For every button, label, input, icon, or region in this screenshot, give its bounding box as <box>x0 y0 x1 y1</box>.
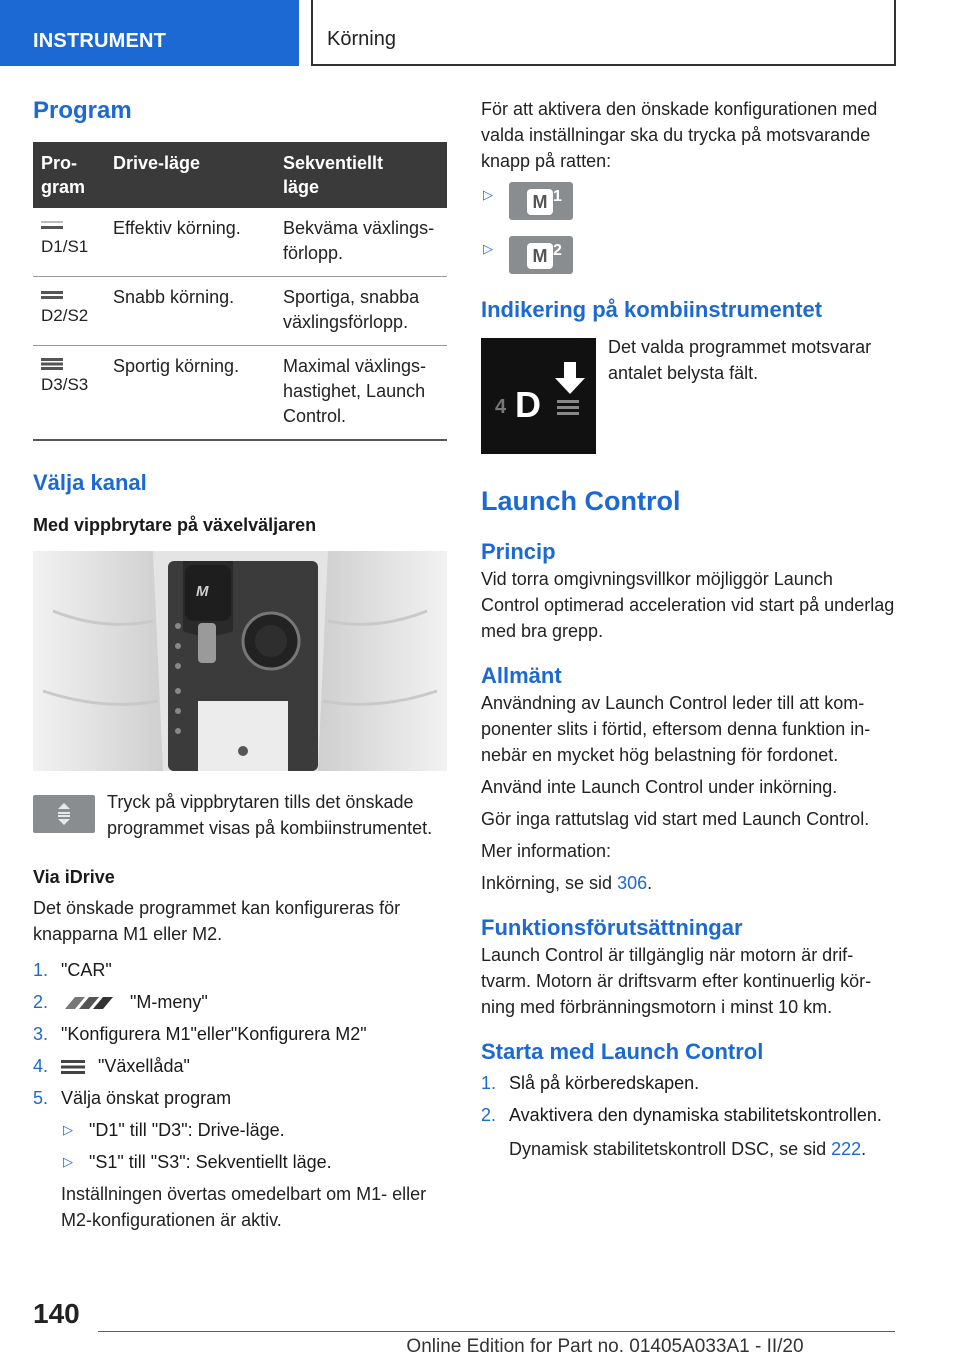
step-number: 5. <box>33 1088 49 1108</box>
dsc-reference <box>509 1136 895 1162</box>
step-number: 1. <box>33 960 49 980</box>
table-header-sequential: Sekventiellt läge <box>275 142 447 208</box>
m-stripes-icon <box>61 996 117 1010</box>
program-code: D3/S3 <box>41 375 89 394</box>
page-link-306[interactable]: 306 <box>617 873 648 893</box>
list-item <box>33 1053 447 1079</box>
program-cell <box>33 346 105 441</box>
triangle-bullet-icon: ▷ <box>483 187 493 202</box>
launch-control-heading: Launch Control <box>481 486 681 516</box>
list-item <box>481 236 895 274</box>
gear-selector-illustration <box>33 551 447 771</box>
gear-letter: D <box>515 384 541 425</box>
paddle-heading: Med vippbrytare på växelväljaren <box>33 515 317 535</box>
step-number: 2. <box>481 1105 497 1125</box>
paddle-text: Tryck på vippbrytaren tills det önskade programmet visas på kombiinstrumentet. <box>107 792 433 838</box>
section-tab: INSTRUMENT <box>0 0 299 66</box>
idrive-text: Det önskade programmet kan konfigureras för knapparna M1 eller M2. <box>33 898 401 944</box>
triangle-bullet-icon: ▷ <box>483 241 493 256</box>
triangle-bullet-icon: ▷ <box>63 1154 73 1169</box>
step-text: Avaktivera den dynamiska stabilitetskontrollen. <box>509 1105 882 1125</box>
step-number: 3. <box>33 1024 49 1044</box>
table-header-row <box>33 142 447 208</box>
program-heading: Program <box>33 97 132 124</box>
step-number: 1. <box>481 1073 497 1093</box>
page-header <box>0 0 960 66</box>
m1-button-image <box>509 182 573 220</box>
drive-mode-cell: Snabb körning. <box>105 277 275 346</box>
general-heading: Allmänt <box>481 663 562 688</box>
m-button-intro: För att aktivera den önskade konfigurationen med valda inställningar ska du trycka på motsvarande knapp på ratten: <box>481 99 878 171</box>
gear-selector-photo <box>33 551 447 771</box>
cluster-display-section <box>481 334 895 454</box>
runin-reference <box>481 870 895 896</box>
m-number: 1 <box>553 188 562 205</box>
m2-button-image <box>509 236 573 274</box>
list-item <box>33 1085 447 1233</box>
list-item <box>33 1021 447 1047</box>
paddle-instruction <box>33 789 447 841</box>
reference-end: . <box>647 873 653 893</box>
list-item <box>33 957 447 983</box>
triangle-bullet-icon: ▷ <box>63 1122 73 1137</box>
gearbox-stripes-icon <box>61 1060 85 1074</box>
start-heading: Starta med Launch Control <box>481 1039 764 1064</box>
paddle-switch-thumbnail <box>33 795 95 833</box>
program-2-stripes-icon <box>41 289 63 301</box>
table-row <box>33 277 447 346</box>
m-number: 2 <box>553 242 562 259</box>
step-number: 4. <box>33 1056 49 1076</box>
drive-mode-cell: Effektiv körning. <box>105 208 275 277</box>
general-text-3: Gör inga rattutslag vid start med Launch Control. <box>481 809 870 829</box>
substep-text: "D1" till "D3": Drive-läge. <box>89 1120 285 1140</box>
program-cell <box>33 277 105 346</box>
gear-lever-m-logo: M <box>196 583 209 600</box>
m-letter: M <box>527 243 553 269</box>
program-3-stripes-icon <box>41 358 63 370</box>
sequential-mode-cell: Bekväma växlings- förlopp. <box>275 208 447 277</box>
substep-text: "S1" till "S3": Sekventiellt läge. <box>89 1152 332 1172</box>
m-button-list <box>481 182 895 274</box>
list-item <box>61 1149 447 1175</box>
idrive-steps <box>33 957 447 1233</box>
reference-text: Inkörning, se sid <box>481 873 618 893</box>
chapter-tab: Körning <box>311 0 896 66</box>
sequential-mode-cell: Maximal växlings- hastighet, Launch Control. <box>275 346 447 441</box>
step-text: "Konfigurera M1"eller"Konfigurera M2" <box>61 1024 367 1044</box>
program-table <box>33 142 447 441</box>
shift-down-arrow-icon <box>555 362 585 422</box>
drive-mode-cell: Sportig körning. <box>105 346 275 441</box>
left-column <box>33 96 447 1239</box>
program-code: D2/S2 <box>41 306 89 325</box>
step-text: "M-meny" <box>130 992 208 1012</box>
idrive-heading: Via iDrive <box>33 867 115 887</box>
cluster-display-image <box>481 338 596 454</box>
table-header-drive: Drive-läge <box>105 142 275 208</box>
general-text-4: Mer information: <box>481 841 612 861</box>
reference-end: . <box>861 1139 867 1159</box>
page-link-222[interactable]: 222 <box>831 1139 862 1159</box>
principle-text: Vid torra omgivningsvillkor möjliggör Launch Control optimerad acceleration vid start på underlag med bra grepp. <box>481 569 895 641</box>
list-item <box>33 989 447 1015</box>
reference-text: Dynamisk stabilitetskontroll DSC, se sid <box>509 1139 832 1159</box>
channel-heading: Välja kanal <box>33 470 147 495</box>
page-number: 140 <box>33 1298 80 1329</box>
program-1-stripes-icon <box>41 220 63 232</box>
cluster-heading: Indikering på kombiinstrumentet <box>481 297 823 322</box>
list-item <box>481 182 895 220</box>
general-text-2: Använd inte Launch Control under inkörning. <box>481 777 838 797</box>
step5-note: Inställningen övertas omedelbart om M1- eller M2-konfigurationen är aktiv. <box>61 1184 427 1230</box>
general-text-1: Användning av Launch Control leder till att komponenter slits i förtid, eftersom denna funktion innebär en mycket hög belastning för fordonet. <box>481 693 871 765</box>
table-header-program: Pro- gram <box>33 142 105 208</box>
program-code: D1/S1 <box>41 237 89 256</box>
list-item <box>61 1117 447 1143</box>
table-row <box>33 208 447 277</box>
step-text: "CAR" <box>61 960 112 980</box>
requirements-text: Launch Control är tillgänglig när motorn är driftvarm. Motorn är driftsvarm efter kontinuerlig körning med förbränningsmotorn i minst 10 km. <box>481 945 872 1017</box>
table-row <box>33 346 447 441</box>
program-cell <box>33 208 105 277</box>
edition-text: Online Edition for Part no. 01405A033A1 - II/20 <box>406 1336 804 1357</box>
program-choice-list <box>61 1117 447 1175</box>
start-steps <box>481 1070 895 1162</box>
step-text: Slå på körberedskapen. <box>509 1073 700 1093</box>
list-item <box>481 1070 895 1096</box>
cluster-text: Det valda programmet motsvarar antalet belysta fält. <box>608 337 872 383</box>
step-text: Välja önskat program <box>61 1088 232 1108</box>
gear-number: 4 <box>495 396 507 418</box>
right-column <box>481 96 895 1168</box>
footer-divider <box>98 1331 895 1332</box>
requirements-heading: Funktionsförutsättningar <box>481 915 743 940</box>
m-letter: M <box>527 189 553 215</box>
sequential-mode-cell: Sportiga, snabba växlingsförlopp. <box>275 277 447 346</box>
step-text: "Växellåda" <box>98 1056 190 1076</box>
paddle-up-down-icon <box>55 801 73 827</box>
list-item <box>481 1102 895 1162</box>
step-number: 2. <box>33 992 49 1012</box>
principle-heading: Princip <box>481 539 556 564</box>
